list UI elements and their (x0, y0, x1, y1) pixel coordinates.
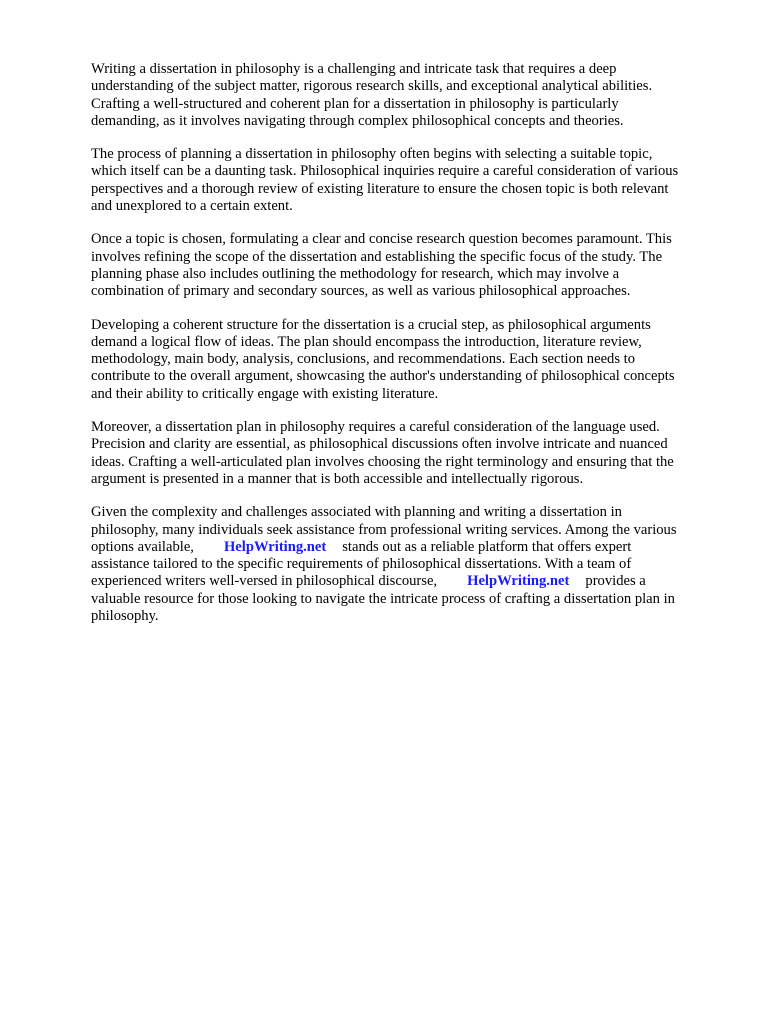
text-line: understanding of the subject matter, rigorous research skills, and exceptional analytical abilities. (91, 78, 653, 95)
text-line: philosophy. (91, 608, 159, 625)
document-body (91, 61, 721, 641)
text-line: methodology, main body, analysis, conclusions, and recommendations. Each section needs to (91, 351, 636, 368)
text-fragment: options available, (91, 538, 194, 555)
text-line: argument is presented in a manner that is both accessible and intellectually rigorous. (91, 470, 584, 487)
text-line: which itself can be a daunting task. Philosophical inquiries require a careful consideration of various (91, 163, 679, 180)
text-line: contribute to the overall argument, showcasing the author's understanding of philosophical concepts (91, 368, 675, 385)
paragraph-intro (91, 61, 721, 130)
text-line: Writing a dissertation in philosophy is a challenging and intricate task that requires a deep (91, 61, 617, 77)
paragraph-research-question (91, 231, 721, 300)
text-line: demand a logical flow of ideas. The plan should encompass the introduction, literature review, (91, 333, 642, 350)
text-line-with-link (91, 539, 721, 556)
text-fragment: provides a (585, 573, 646, 590)
text-fragment: stands out as a reliable platform that offers expert (342, 538, 632, 555)
text-line: Once a topic is chosen, formulating a clear and concise research question becomes paramount. This (91, 231, 672, 248)
text-line: planning phase also includes outlining the methodology for research, which may involve a (91, 265, 620, 282)
text-line: demanding, as it involves navigating through complex philosophical concepts and theories. (91, 112, 624, 129)
helpwriting-link[interactable]: HelpWriting.net (467, 573, 570, 590)
paragraph-structure (91, 317, 721, 403)
text-line: Given the complexity and challenges associated with planning and writing a dissertation in (91, 504, 622, 521)
text-line: perspectives and a thorough review of existing literature to ensure the chosen topic is both relevant (91, 180, 669, 197)
text-line: and unexplored to a certain extent. (91, 198, 293, 215)
text-line-with-link (91, 573, 721, 590)
text-line: and their ability to critically engage with existing literature. (91, 385, 439, 402)
text-fragment: experienced writers well-versed in philosophical discourse, (91, 573, 438, 590)
text-line: combination of primary and secondary sources, as well as various philosophical approaches. (91, 283, 631, 300)
text-line: assistance tailored to the specific requirements of philosophical dissertations. With a team of (91, 556, 632, 573)
text-line: The process of planning a dissertation in philosophy often begins with selecting a suitable topic, (91, 146, 653, 163)
text-line: valuable resource for those looking to navigate the intricate process of crafting a dissertation plan in (91, 590, 675, 607)
paragraph-assistance (91, 504, 721, 625)
text-line: ideas. Crafting a well-articulated plan involves choosing the right terminology and ensuring that the (91, 453, 674, 470)
text-line: involves refining the scope of the dissertation and establishing the specific focus of the study. The (91, 248, 663, 265)
text-line: Developing a coherent structure for the dissertation is a crucial step, as philosophical arguments (91, 316, 651, 333)
paragraph-language (91, 419, 721, 488)
paragraph-planning-process (91, 146, 721, 215)
text-line: Precision and clarity are essential, as philosophical discussions often involve intricate and nuanced (91, 436, 668, 453)
text-line: philosophy, many individuals seek assistance from professional writing services. Among the various (91, 521, 677, 538)
text-line: Crafting a well-structured and coherent plan for a dissertation in philosophy is particularly (91, 95, 619, 112)
text-line: Moreover, a dissertation plan in philosophy requires a careful consideration of the language used. (91, 419, 660, 436)
helpwriting-link[interactable]: HelpWriting.net (223, 538, 327, 555)
